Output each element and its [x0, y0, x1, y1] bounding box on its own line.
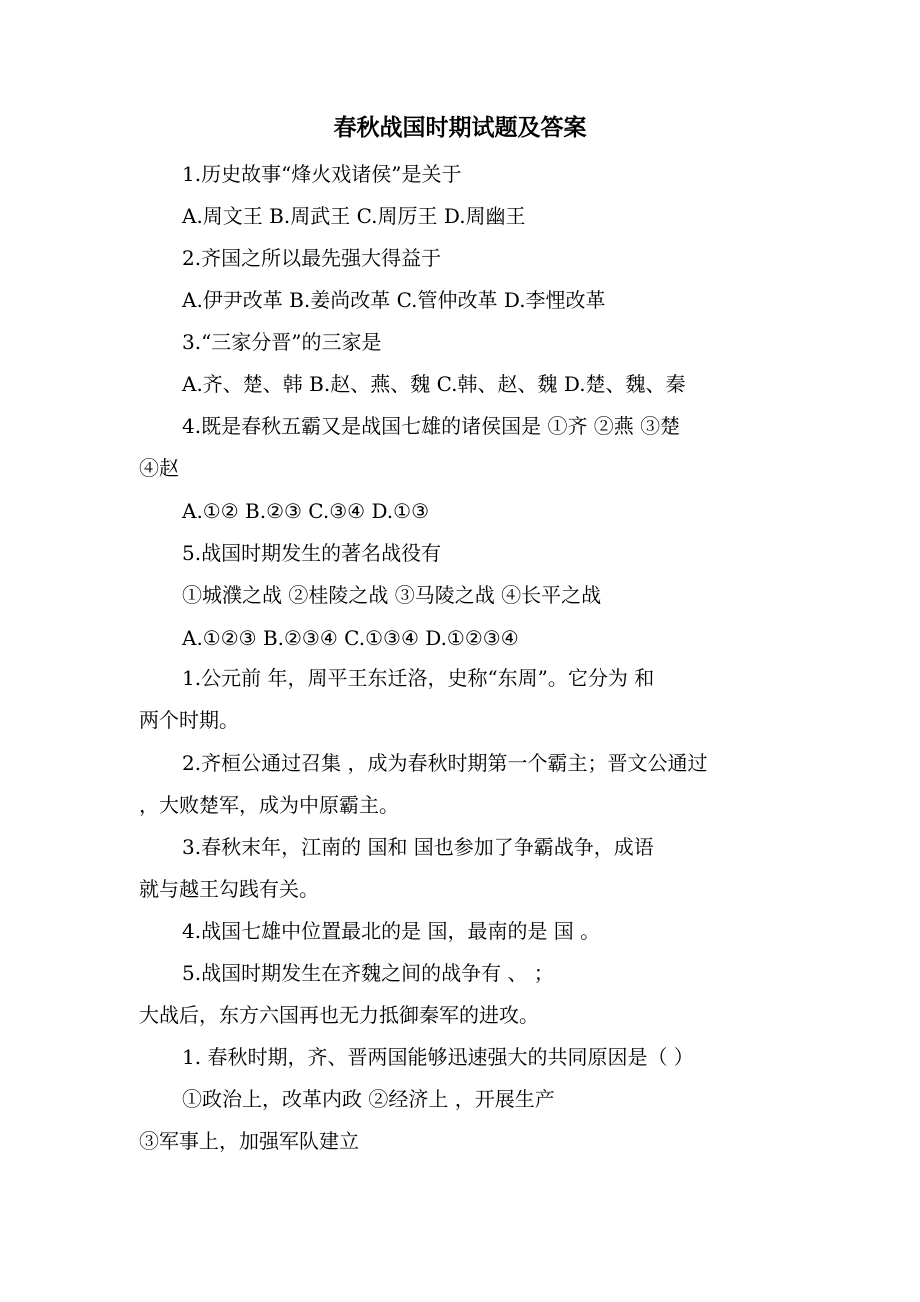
question-5-options: A.①②③ B.②③④ C.①③④ D.①②③④ — [182, 626, 519, 650]
fill-blank-2-continued: ，大败楚军，成为中原霸主。 — [139, 793, 399, 817]
question-4-continued: ④赵 — [139, 456, 179, 480]
fill-blank-1-continued: 两个时期。 — [139, 708, 239, 732]
choice-question-1: 1. 春秋时期，齐、晋两国能够迅速强大的共同原因是（ ） — [182, 1045, 694, 1069]
fill-blank-4: 4.战国七雄中位置最北的是 国，最南的是 国 。 — [182, 919, 601, 943]
fill-blank-5: 5.战国时期发生在齐魏之间的战争有 、 ； — [182, 961, 554, 985]
fill-blank-2: 2.齐桓公通过召集 ，成为春秋时期第一个霸主；晋文公通过 — [182, 751, 708, 775]
fill-blank-3-continued: 就与越王勾践有关。 — [139, 877, 319, 901]
question-2: 2.齐国之所以最先强大得益于 — [182, 246, 442, 270]
fill-blank-3: 3.春秋末年，江南的 国和 国也参加了争霸战争，成语 — [182, 835, 654, 859]
choice-question-1-items: ①政治上，改革内政 ②经济上 ，开展生产 — [182, 1087, 555, 1111]
question-4-options: A.①② B.②③ C.③④ D.①③ — [182, 499, 429, 523]
fill-blank-1: 1.公元前 年，周平王东迁洛，史称“东周”。它分为 和 — [182, 666, 655, 690]
question-1: 1.历史故事“烽火戏诸侯”是关于 — [182, 162, 462, 186]
question-2-options: A.伊尹改革 B.姜尚改革 C.管仲改革 D.李悝改革 — [182, 288, 606, 312]
question-3-options: A.齐、楚、韩 B.赵、燕、魏 C.韩、赵、魏 D.楚、魏、秦 — [182, 372, 686, 396]
question-4: 4.既是春秋五霸又是战国七雄的诸侯国是 ①齐 ②燕 ③楚 — [182, 414, 681, 438]
question-1-options: A.周文王 B.周武王 C.周厉王 D.周幽王 — [182, 204, 526, 228]
choice-question-1-items-continued: ③军事上，加强军队建立 — [139, 1129, 359, 1153]
question-5: 5.战国时期发生的著名战役有 — [182, 541, 442, 565]
fill-blank-5-continued: 大战后，东方六国再也无力抵御秦军的进攻。 — [139, 1003, 539, 1027]
document-title: 春秋战国时期试题及答案 — [333, 114, 587, 141]
question-5-items: ①城濮之战 ②桂陵之战 ③马陵之战 ④长平之战 — [182, 583, 602, 607]
question-3: 3.“三家分晋”的三家是 — [182, 330, 382, 354]
